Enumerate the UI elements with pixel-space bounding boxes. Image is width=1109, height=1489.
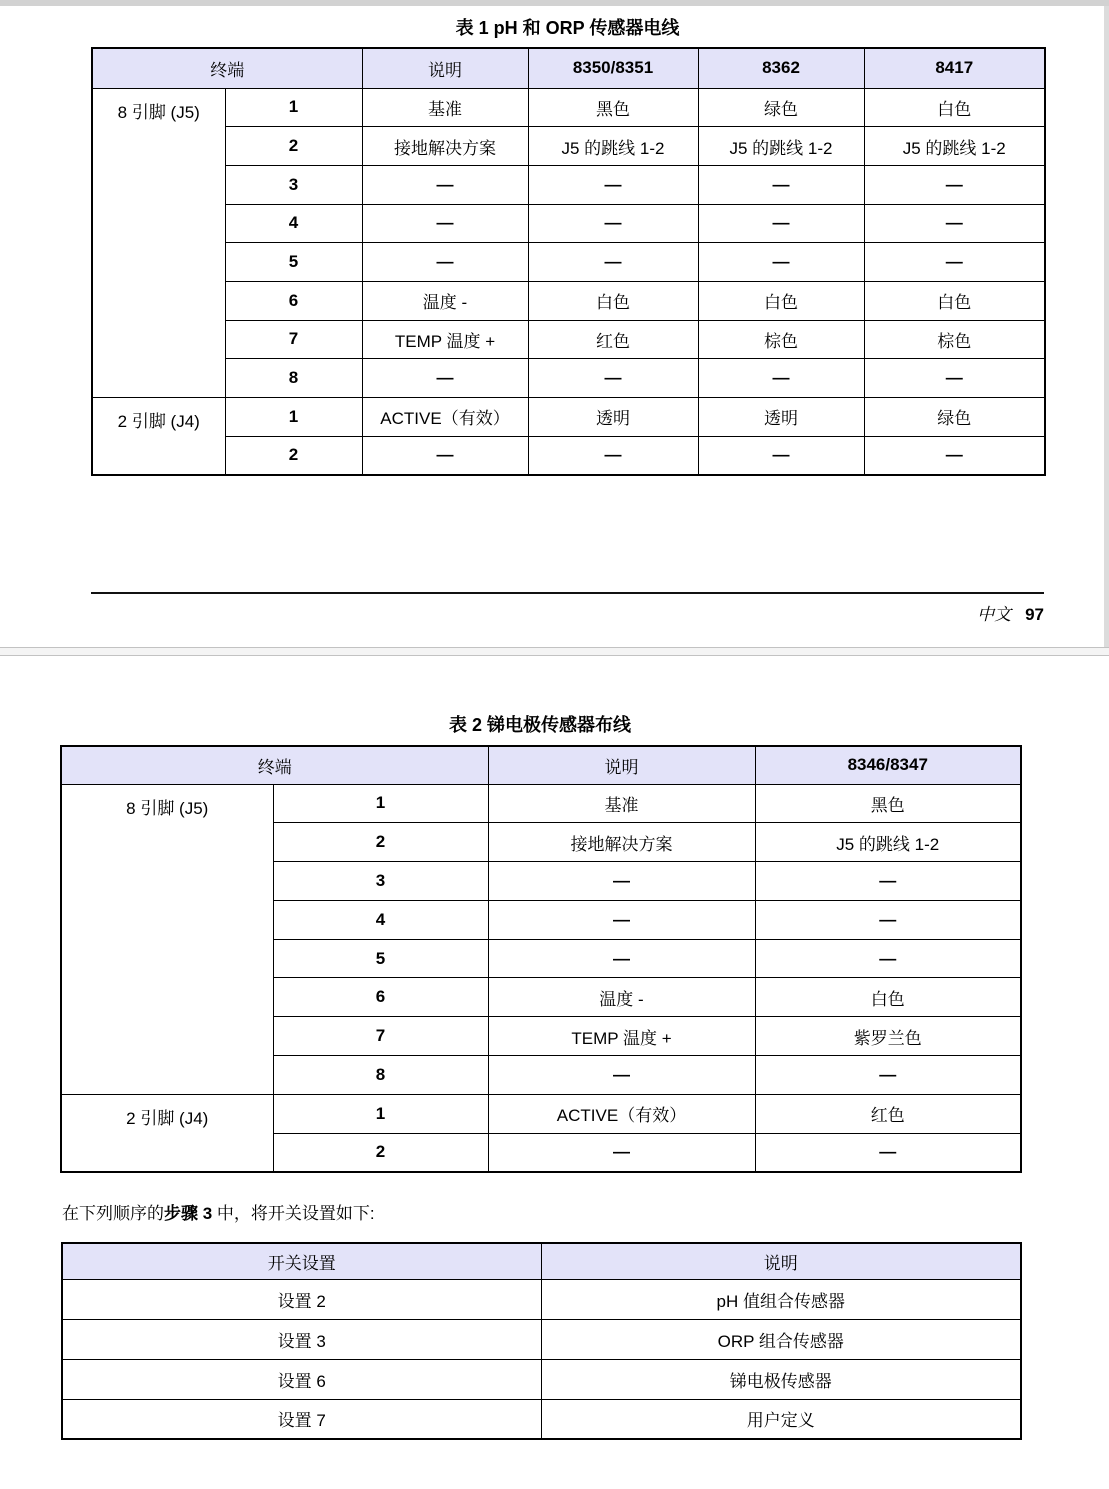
value-cell: — (864, 359, 1045, 398)
value-cell: — (755, 862, 1021, 901)
page-break-separator (0, 647, 1109, 656)
pin-cell: 7 (273, 1017, 488, 1056)
value-cell: J5 的跳线 1-2 (864, 127, 1045, 166)
setting-cell: 设置 2 (62, 1279, 541, 1319)
desc-cell: — (488, 1133, 755, 1172)
value-cell: 绿色 (698, 88, 864, 127)
value-cell: J5 的跳线 1-2 (528, 127, 698, 166)
desc-cell: TEMP 温度 + (362, 320, 528, 359)
table1-group-j5: 8 引脚 (J5) (92, 88, 225, 398)
table1-group-j4: 2 引脚 (J4) (92, 398, 225, 475)
value-cell: 白色 (864, 88, 1045, 127)
setting-cell: 设置 3 (62, 1319, 541, 1359)
desc-cell: 基准 (488, 784, 755, 823)
table-row (92, 204, 1045, 243)
desc-cell: — (362, 436, 528, 475)
pin-cell: 6 (273, 978, 488, 1017)
table-row (92, 398, 1045, 437)
value-cell: J5 的跳线 1-2 (698, 127, 864, 166)
page-footer (977, 600, 1044, 625)
desc-cell: ACTIVE（有效） (362, 398, 528, 437)
value-cell: — (698, 436, 864, 475)
table-row (61, 1094, 1021, 1133)
page1-right-edge (1104, 6, 1109, 647)
setting-cell: 设置 7 (62, 1399, 541, 1439)
desc-cell: 温度 - (488, 978, 755, 1017)
value-cell: — (755, 939, 1021, 978)
value-cell: 棕色 (864, 320, 1045, 359)
table-row (92, 320, 1045, 359)
value-cell: 白色 (698, 281, 864, 320)
pin-cell: 6 (225, 281, 362, 320)
desc-cell: 接地解决方案 (362, 127, 528, 166)
value-cell: 透明 (698, 398, 864, 437)
pin-cell: 5 (225, 243, 362, 282)
footer-language-label: 中文 (977, 605, 1012, 624)
table3-header-desc: 说明 (541, 1243, 1021, 1279)
pin-cell: 3 (225, 165, 362, 204)
value-cell: — (698, 165, 864, 204)
value-cell: — (698, 204, 864, 243)
value-cell: — (755, 1056, 1021, 1095)
pin-cell: 4 (273, 900, 488, 939)
desc-cell: TEMP 温度 + (488, 1017, 755, 1056)
table1-header-row (92, 48, 1045, 88)
table2-header-terminal: 终端 (61, 746, 488, 784)
table-row (92, 436, 1045, 475)
value-cell: J5 的跳线 1-2 (755, 823, 1021, 862)
desc-cell: 温度 - (362, 281, 528, 320)
pin-cell: 5 (273, 939, 488, 978)
desc-cell: — (488, 900, 755, 939)
value-cell: — (528, 436, 698, 475)
table-antimony-sensor-wiring (60, 745, 1022, 1173)
pin-cell: 2 (225, 127, 362, 166)
table1-title: 表 1 pH 和 ORP 传感器电线 (455, 18, 680, 38)
desc-cell: 接地解决方案 (488, 823, 755, 862)
value-cell: 棕色 (698, 320, 864, 359)
desc-cell: — (488, 939, 755, 978)
pin-cell: 3 (273, 862, 488, 901)
value-cell: — (864, 204, 1045, 243)
instruction-text: 中，将开关设置如下: (212, 1204, 375, 1223)
pin-cell: 8 (225, 359, 362, 398)
table-row (62, 1399, 1021, 1439)
desc-cell: 用户定义 (541, 1399, 1021, 1439)
desc-cell: — (362, 165, 528, 204)
table-row (62, 1319, 1021, 1359)
table2-group-j4: 2 引脚 (J4) (61, 1094, 273, 1172)
value-cell: — (528, 165, 698, 204)
value-cell: 白色 (528, 281, 698, 320)
table-row (92, 88, 1045, 127)
value-cell: 白色 (864, 281, 1045, 320)
setting-cell: 设置 6 (62, 1359, 541, 1399)
table-row (62, 1359, 1021, 1399)
pin-cell: 4 (225, 204, 362, 243)
pin-cell: 2 (225, 436, 362, 475)
value-cell: 白色 (755, 978, 1021, 1017)
value-cell: — (528, 204, 698, 243)
value-cell: 透明 (528, 398, 698, 437)
pin-cell: 1 (225, 398, 362, 437)
pin-cell: 8 (273, 1056, 488, 1095)
value-cell: — (864, 165, 1045, 204)
pin-cell: 1 (273, 1094, 488, 1133)
table1-header-8417: 8417 (864, 48, 1045, 88)
pin-cell: 1 (273, 784, 488, 823)
desc-cell: — (488, 1056, 755, 1095)
pin-cell: 7 (225, 320, 362, 359)
value-cell: — (864, 436, 1045, 475)
table2-group-j5: 8 引脚 (J5) (61, 784, 273, 1094)
table-row (92, 127, 1045, 166)
desc-cell: 锑电极传感器 (541, 1359, 1021, 1399)
desc-cell: ACTIVE（有效） (488, 1094, 755, 1133)
footer-rule (91, 592, 1044, 594)
table-row (62, 1279, 1021, 1319)
value-cell: 紫罗兰色 (755, 1017, 1021, 1056)
table3-header-setting: 开关设置 (62, 1243, 541, 1279)
table-row (92, 243, 1045, 282)
footer-page-number: 97 (1025, 605, 1044, 624)
table-row (92, 165, 1045, 204)
desc-cell: ORP 组合传感器 (541, 1319, 1021, 1359)
desc-cell: 基准 (362, 88, 528, 127)
desc-cell: — (362, 204, 528, 243)
value-cell: — (755, 1133, 1021, 1172)
value-cell: 黑色 (755, 784, 1021, 823)
table2-title: 表 2 锑电极传感器布线 (448, 715, 631, 735)
switch-settings-instruction (62, 1199, 375, 1224)
viewer-top-edge (0, 0, 1109, 6)
instruction-text: 在下列顺序的 (62, 1204, 164, 1223)
desc-cell: pH 值组合传感器 (541, 1279, 1021, 1319)
value-cell: — (528, 243, 698, 282)
pin-cell: 2 (273, 823, 488, 862)
value-cell: 红色 (755, 1094, 1021, 1133)
table1-header-8362: 8362 (698, 48, 864, 88)
instruction-step-ref: 步骤 3 (164, 1204, 213, 1223)
table2-header-desc: 说明 (488, 746, 755, 784)
table-row (92, 359, 1045, 398)
table-ph-orp-sensor-wires (91, 47, 1046, 476)
value-cell: — (528, 359, 698, 398)
pin-cell: 1 (225, 88, 362, 127)
value-cell: 绿色 (864, 398, 1045, 437)
table-switch-settings (61, 1242, 1022, 1440)
desc-cell: — (488, 862, 755, 901)
table-row (92, 281, 1045, 320)
table1-header-8350-8351: 8350/8351 (528, 48, 698, 88)
table2-header-row (61, 746, 1021, 784)
value-cell: — (755, 900, 1021, 939)
desc-cell: — (362, 359, 528, 398)
value-cell: — (698, 243, 864, 282)
value-cell: — (698, 359, 864, 398)
table3-header-row (62, 1243, 1021, 1279)
desc-cell: — (362, 243, 528, 282)
table-row (61, 784, 1021, 823)
table1-header-desc: 说明 (362, 48, 528, 88)
table1-header-terminal: 终端 (92, 48, 362, 88)
value-cell: 红色 (528, 320, 698, 359)
table2-header-8346-8347: 8346/8347 (755, 746, 1021, 784)
value-cell: 黑色 (528, 88, 698, 127)
value-cell: — (864, 243, 1045, 282)
pin-cell: 2 (273, 1133, 488, 1172)
